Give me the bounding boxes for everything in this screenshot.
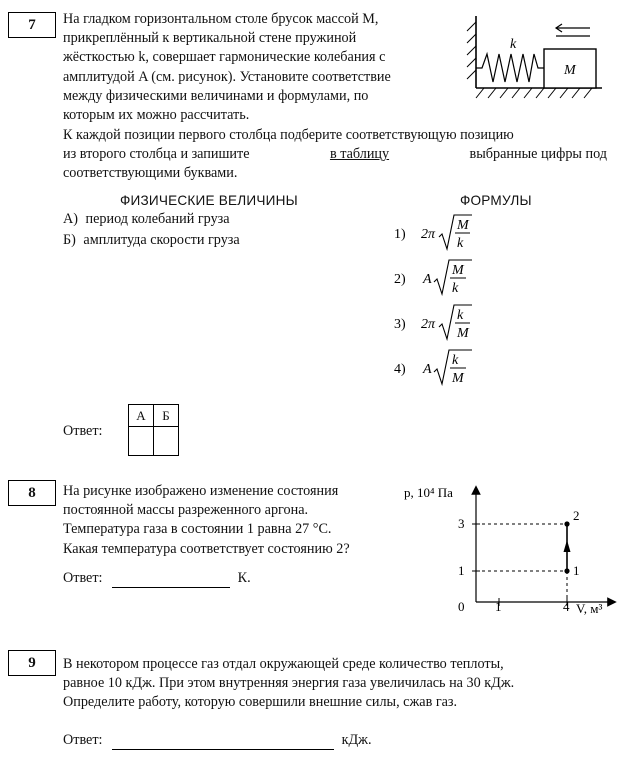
x-tick-label-4: 4 [563,599,570,614]
spring-label: k [510,37,517,52]
formula-denominator: M [452,371,464,386]
q8-answer-field[interactable] [112,570,230,588]
y-tick-label-1: 1 [458,563,465,578]
quantity-a-letter: А) [63,211,78,227]
formula-2 [394,258,484,303]
formula-number: 2) [394,272,406,287]
q7-instr-pre: из второго столбца и запишите [63,146,250,163]
col1-heading: ФИЗИЧЕСКИЕ ВЕЛИЧИНЫ [120,193,298,208]
q7-instr-line-3: соответствующими буквами. [63,165,238,182]
formula-prefix: A [423,362,432,377]
answer-header-a: А [129,405,154,427]
formula-number: 4) [394,362,406,377]
state-label-1: 1 [573,563,580,578]
block-label: M [564,63,576,78]
origin-label: 0 [458,599,465,614]
q9-answer-row [63,732,372,750]
quantity-b-text: амплитуда скорости груза [83,232,240,248]
q8-answer-row [63,570,251,588]
formula-4 [394,348,484,393]
q9-line-1: В некотором процессе газ отдал окружающей среде количество теплоты, [63,656,504,672]
formula-numerator: k [457,308,464,323]
q9-line-3: Определите работу, которую совершили внешние силы, сжав газ. [63,694,458,711]
formula-denominator: k [457,236,464,251]
answer-cell-b[interactable] [154,427,179,456]
state-point-1 [564,568,569,573]
pv-graph [404,482,618,620]
q7-answer-table [128,404,179,456]
formula-1 [394,213,484,258]
formula-3-svg [394,303,484,343]
spring [476,54,544,82]
answer-header-b: Б [154,405,179,427]
q7-line-3: жёсткостью k, совершает гармонические колебания с [63,49,386,66]
formula-2-svg [394,258,484,298]
formula-denominator: k [452,281,459,296]
formula-number: 3) [394,317,406,332]
quantity-a [63,211,230,228]
q7-instr-post: выбранные цифры под [469,146,607,163]
question-number-7: 7 [8,12,56,38]
y-tick-label-3: 3 [458,516,465,531]
q9-answer-label: Ответ: [63,732,103,748]
q8-answer-unit: К. [237,570,251,586]
q9-answer-field[interactable] [112,732,334,750]
formula-1-svg [394,213,484,253]
q9-line-2: равное 10 кДж. При этом внутренняя энергия газа увеличилась на 30 кДж. [63,675,515,692]
formula-prefix: A [423,272,432,287]
formula-numerator: k [452,353,459,368]
quantity-b-letter: Б) [63,232,76,248]
q7-table-link: в таблицу [329,146,390,163]
formula-prefix: 2π [421,227,436,242]
q8-statement [63,482,389,559]
q9-statement [63,655,608,713]
question-number-8: 8 [8,480,56,506]
spring-block-figure [462,14,612,100]
quantity-a-text: период колебаний груза [85,211,230,227]
q7-instructions [63,126,607,184]
q7-line-5: между физическими величинами и формулами, по [63,87,369,104]
answer-cell-a[interactable] [129,427,154,456]
oscillation-arrows [556,24,590,36]
formula-numerator: M [452,263,464,278]
q7-instr-line-1: К каждой позиции первого столбца подберите соответствующую позицию [63,127,514,143]
formula-4-svg [394,348,484,388]
wall-hatching [467,22,476,79]
q7-answer-label: Ответ: [63,423,103,439]
q7-statement [63,10,447,125]
q7-line-2: прикреплённый к вертикальной стене пружиной [63,30,357,47]
floor-hatching [476,88,592,98]
q8-line-3: Температура газа в состоянии 1 равна 27 °C. [63,521,332,538]
q7-line-1: На гладком горизонтальном столе брусок массой M, [63,11,379,27]
state-label-2: 2 [573,508,580,523]
q8-line-4: Какая температура соответствует состоянию 2? [63,540,350,557]
col2-heading: ФОРМУЛЫ [460,193,532,208]
formula-numerator: M [457,218,469,233]
formula-prefix: 2π [421,317,436,332]
formula-3 [394,303,484,348]
q7-instr-line-2 [63,145,607,164]
quantity-b [63,232,240,249]
q7-line-6: которым их можно рассчитать. [63,107,250,124]
x-tick-label-1: 1 [495,599,502,614]
x-axis-label: V, м³ [576,601,603,616]
q8-line-2: постоянной массы разреженного аргона. [63,502,309,519]
state-point-2 [564,521,569,526]
formula-number: 1) [394,227,406,242]
q8-answer-label: Ответ: [63,570,103,586]
y-axis-label: p, 10⁴ Па [404,485,453,500]
question-number-9: 9 [8,650,56,676]
q9-answer-unit: кДж. [341,732,372,748]
q8-line-1: На рисунке изображено изменение состояния [63,483,339,499]
formula-denominator: M [457,326,469,341]
process-arrow [564,540,571,552]
q7-line-4: амплитудой A (см. рисунок). Установите соответствие [63,68,391,85]
